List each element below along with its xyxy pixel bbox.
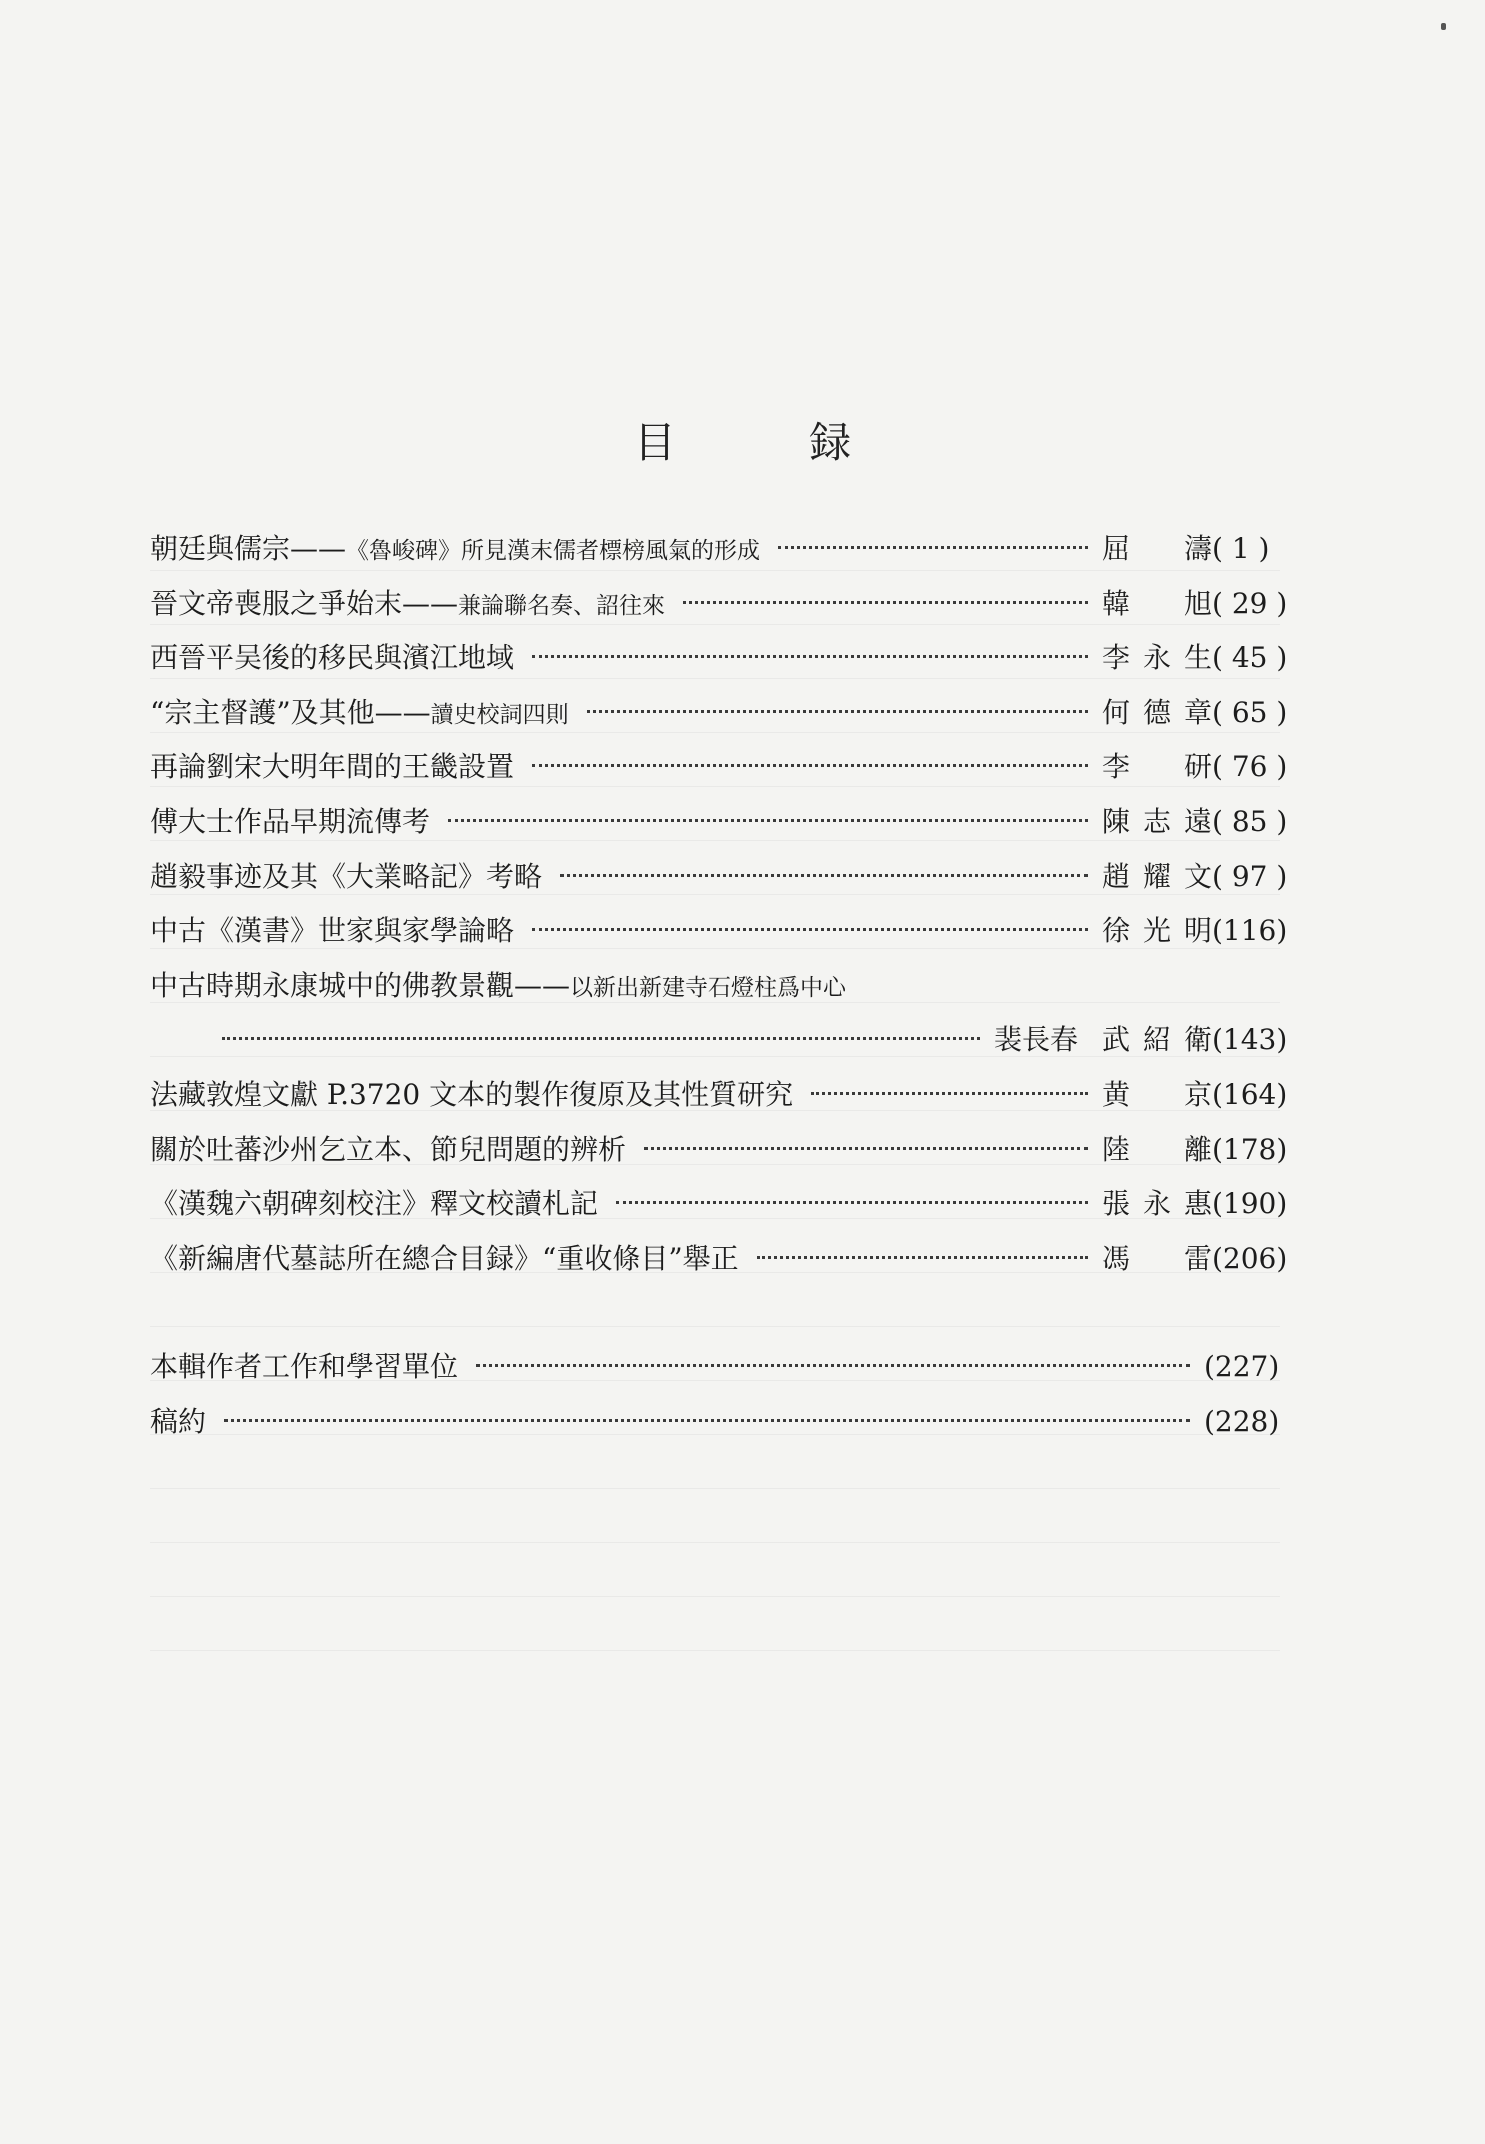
toc-entry[interactable]	[150, 904, 1288, 959]
entry-title: 《漢魏六朝碑刻校注》釋文校讀札記	[150, 1187, 599, 1221]
entry-author: 馮 雷	[1102, 1241, 1212, 1275]
toc-entry[interactable]	[150, 740, 1288, 795]
dot-leader	[448, 819, 1088, 822]
dot-leader	[811, 1092, 1088, 1095]
entry-title: 法藏敦煌文獻 P.3720 文本的製作復原及其性質研究	[150, 1077, 794, 1111]
toc-entry[interactable]	[150, 1123, 1288, 1178]
entry-author: 陸 離	[1102, 1132, 1212, 1166]
entry-author: 陳志遠	[1102, 804, 1212, 838]
entry-page: (206)	[1212, 1241, 1288, 1275]
entry-page: ( 29 )	[1212, 586, 1288, 620]
toc-entry[interactable]	[150, 850, 1288, 905]
back-matter-entry[interactable]	[150, 1395, 1280, 1450]
dot-leader	[778, 546, 1088, 549]
entry-subtitle: 讀史校詞四則	[430, 701, 569, 728]
dot-leader	[532, 764, 1088, 767]
toc-entry[interactable]	[150, 686, 1288, 741]
dot-leader	[644, 1147, 1088, 1150]
page-title: 目 録	[633, 418, 912, 467]
dot-leader	[757, 1256, 1088, 1259]
entry-title: 關於吐蕃沙州乞立本、節兒問題的辨析	[150, 1132, 627, 1166]
entry-page: ( 1 )	[1212, 532, 1270, 565]
entry-author: 何德章	[1102, 695, 1212, 729]
entry-author: 黄 京	[1102, 1077, 1212, 1111]
dot-leader	[222, 1037, 980, 1040]
dot-leader	[587, 710, 1088, 713]
toc-entry[interactable]	[150, 1177, 1288, 1232]
entry-subtitle: 以新出新建寺石燈柱爲中心	[570, 974, 847, 1001]
toc-entry[interactable]	[150, 959, 1280, 1014]
table-of-contents	[150, 522, 1288, 1450]
entry-page: (143)	[1212, 1023, 1288, 1057]
toc-entry[interactable]	[150, 1068, 1288, 1123]
entry-page: (178)	[1212, 1132, 1288, 1166]
entry-title: 中古時期永康城中的佛教景觀——	[150, 968, 571, 1002]
entry-title: 傅大士作品早期流傳考	[150, 804, 431, 838]
back-matter-entry[interactable]	[150, 1340, 1280, 1395]
back-matter-title: 本輯作者工作和學習單位	[150, 1350, 459, 1384]
entry-title: “宗主督護”及其他——	[150, 695, 431, 729]
dot-leader	[683, 601, 1088, 604]
entry-title: 《新編唐代墓誌所在總合目録》“重收條目”舉正	[150, 1241, 739, 1275]
entry-page: ( 97 )	[1212, 859, 1288, 893]
section-gap	[150, 1286, 1280, 1340]
entry-author: 徐光明	[1102, 914, 1212, 948]
entry-title: 晉文帝喪服之爭始末——	[150, 586, 459, 620]
entry-page: ( 65 )	[1212, 695, 1288, 729]
entry-title: 朝廷與儒宗——	[150, 532, 347, 565]
entry-page: (116)	[1212, 914, 1288, 948]
toc-entry[interactable]	[150, 795, 1288, 850]
back-matter-page: (228)	[1204, 1404, 1280, 1438]
entry-page: ( 45 )	[1212, 641, 1288, 675]
entry-author: 武紹衛	[1102, 1023, 1212, 1057]
entry-title: 再論劉宋大明年間的王畿設置	[150, 750, 515, 784]
entry-author: 屈 濤	[1102, 532, 1212, 565]
back-matter-title: 稿約	[150, 1404, 207, 1438]
entry-author: 韓 旭	[1102, 586, 1212, 620]
entry-title: 西晉平吴後的移民與濱江地域	[150, 641, 515, 675]
entry-author-secondary: 裴長春	[993, 1023, 1078, 1057]
entry-page: (190)	[1212, 1187, 1288, 1221]
page-mark	[1441, 23, 1446, 30]
entry-author: 李 研	[1102, 750, 1212, 784]
entry-page: ( 76 )	[1212, 750, 1288, 784]
toc-entry[interactable]	[150, 522, 1280, 577]
dot-leader	[532, 655, 1088, 658]
entry-subtitle: 《魯峻碑》所見漢末儒者標榜風氣的形成	[346, 538, 761, 564]
entry-subtitle: 兼論聯名奏、詔往來	[458, 592, 666, 619]
dot-leader	[532, 928, 1088, 931]
toc-entry[interactable]	[150, 631, 1288, 686]
entry-title: 趙毅事迹及其《大業略記》考略	[150, 859, 543, 893]
entry-page: (164)	[1212, 1077, 1288, 1111]
dot-leader	[560, 874, 1088, 877]
toc-entry[interactable]	[150, 577, 1288, 632]
toc-entry-continuation[interactable]	[150, 1013, 1288, 1068]
entry-author: 張永惠	[1102, 1187, 1212, 1221]
entry-author: 趙耀文	[1102, 859, 1212, 893]
back-matter-page: (227)	[1204, 1350, 1280, 1384]
dot-leader	[616, 1201, 1088, 1204]
toc-entry[interactable]	[150, 1232, 1288, 1287]
dot-leader	[224, 1419, 1190, 1422]
dot-leader	[476, 1364, 1190, 1367]
entry-page: ( 85 )	[1212, 804, 1288, 838]
entry-title: 中古《漢書》世家與家學論略	[150, 914, 515, 948]
entry-author: 李永生	[1102, 641, 1212, 675]
